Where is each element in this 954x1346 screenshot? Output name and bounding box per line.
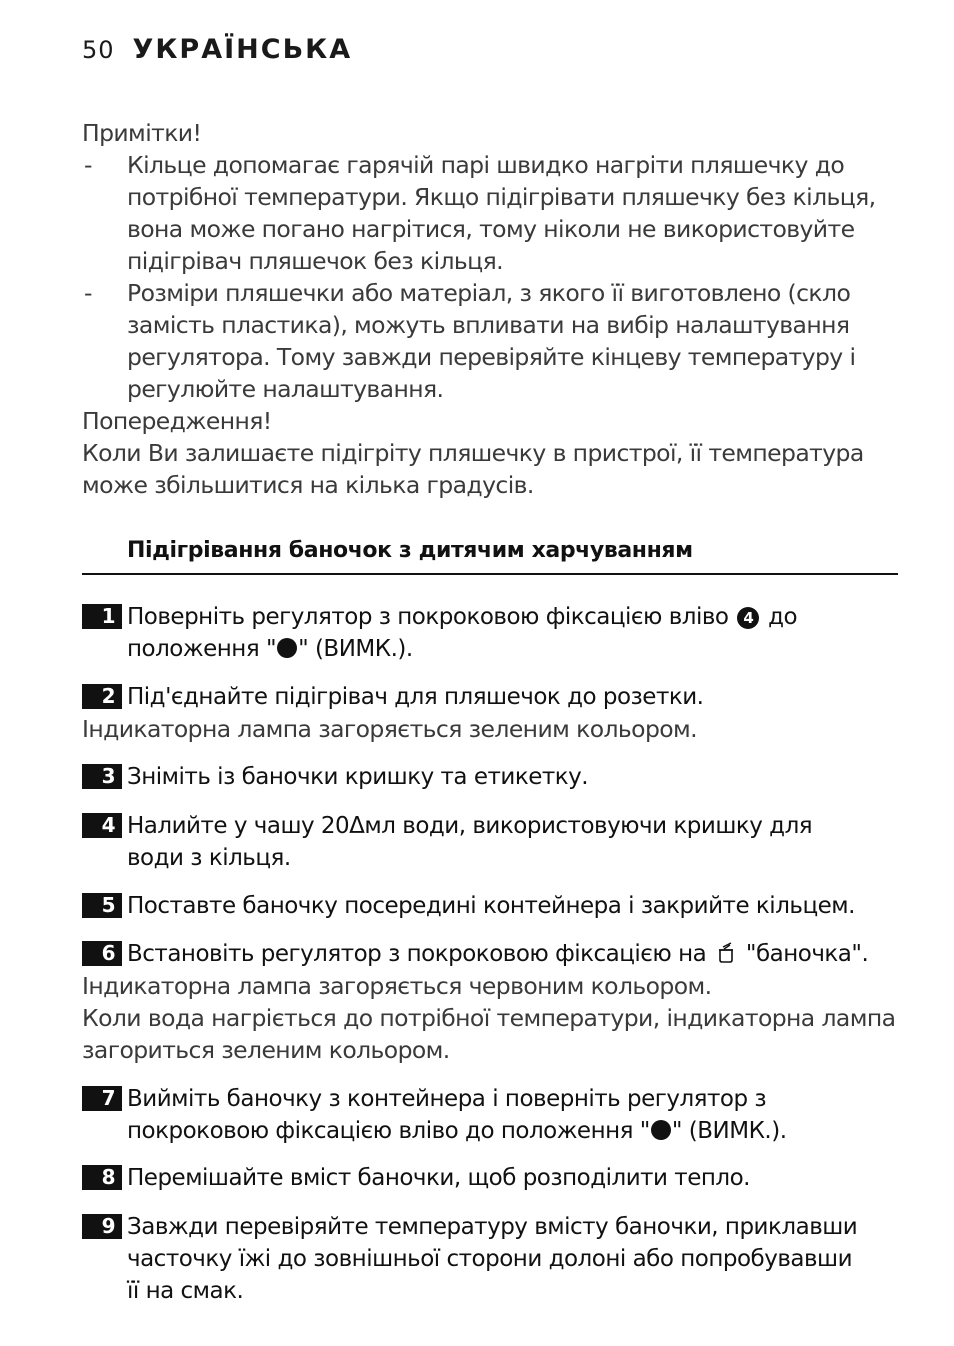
note-line: вона може погано нагрітися, тому ніколи не використовуйте — [127, 215, 855, 243]
step-number-badge: 8 — [82, 1165, 122, 1190]
step-text: " (ВИМК.). — [298, 636, 413, 662]
step-text: положення " — [127, 636, 277, 662]
section-divider — [82, 573, 898, 575]
step-text: Під'єднайте підігрівач для пляшечок до розетки. — [127, 684, 704, 710]
step-text: Зніміть із баночки кришку та етикетку. — [127, 764, 589, 790]
warning-line: може збільшитися на кілька градусів. — [82, 471, 534, 499]
notes-heading: Примітки! — [82, 119, 202, 147]
warning-heading: Попередження! — [82, 407, 272, 435]
off-position-dot-icon — [651, 1120, 671, 1140]
step-number-badge: 3 — [82, 764, 122, 789]
step-3 — [82, 761, 898, 793]
step-9 — [82, 1211, 898, 1307]
note-line: потрібної температури. Якщо підігрівати пляшечку без кільця, — [127, 183, 876, 211]
step-note: Коли вода нагріється до потрібної температури, індикаторна лампа — [82, 1004, 896, 1032]
note-line: Кільце допомагає гарячій парі швидко нагріти пляшечку до — [127, 151, 845, 179]
bullet-dash: - — [84, 279, 92, 307]
step-number-badge: 6 — [82, 941, 122, 966]
step-text: Налийте у чашу 20Δмл води, використовуючи кришку для — [127, 813, 813, 839]
note-item — [82, 277, 902, 405]
step-5 — [82, 890, 898, 922]
note-line: регулятора. Тому завжди перевіряйте кінцеву температуру і — [127, 343, 856, 371]
note-line: Розміри пляшечки або матеріал, з якого її виготовлено (скло — [127, 279, 851, 307]
step-text: "баночка". — [745, 941, 869, 967]
step-text: її на смак. — [127, 1278, 244, 1304]
step-4 — [82, 810, 898, 874]
step-number-badge: 2 — [82, 684, 122, 709]
step-number-badge: 4 — [82, 813, 122, 838]
bullet-dash: - — [84, 151, 92, 179]
notes-block — [82, 117, 902, 501]
note-line: регулюйте налаштування. — [127, 375, 444, 403]
step-number-badge: 9 — [82, 1214, 122, 1239]
step-7 — [82, 1083, 898, 1147]
step-text: Перемішайте вміст баночки, щоб розподілити тепло. — [127, 1165, 750, 1191]
step-text: Завжди перевіряйте температуру вмісту баночки, приклавши — [127, 1214, 858, 1240]
page-number: 50 — [82, 36, 115, 64]
note-item — [82, 149, 902, 277]
step-note: Індикаторна лампа загоряється зеленим кольором. — [82, 715, 698, 743]
off-position-dot-icon — [277, 638, 297, 658]
section-title: Підігрівання баночок з дитячим харчуванням — [127, 538, 693, 563]
step-text: до — [768, 604, 798, 630]
step-number-badge: 7 — [82, 1086, 122, 1111]
note-line: замість пластика), можуть впливати на вибір налаштування — [127, 311, 850, 339]
page-header — [82, 34, 352, 74]
step-text: покроковою фіксацією вліво до положення " — [127, 1118, 650, 1144]
language-heading: УКРАЇНСЬКА — [132, 34, 353, 65]
step-text: Поверніть регулятор з покроковою фіксацією вліво — [127, 604, 729, 630]
step-6 — [82, 938, 898, 1066]
step-1 — [82, 601, 898, 665]
step-2 — [82, 681, 898, 745]
step-number-badge: 5 — [82, 893, 122, 918]
step-text: Поставте баночку посередині контейнера і закрийте кільцем. — [127, 893, 855, 919]
note-line: підігрівач пляшечок без кільця. — [127, 247, 503, 275]
warning-line: Коли Ви залишаєте підігріту пляшечку в пристрої, її температура — [82, 439, 864, 467]
baby-food-jar-icon — [716, 941, 736, 963]
step-note: загориться зеленим кольором. — [82, 1036, 450, 1064]
step-8 — [82, 1162, 898, 1194]
step-note: Індикаторна лампа загоряється червоним кольором. — [82, 972, 712, 1000]
step-text: води з кільця. — [127, 845, 291, 871]
step-text: Вийміть баночку з контейнера і поверніть регулятор з — [127, 1086, 767, 1112]
dial-number-4-icon: 4 — [737, 607, 759, 629]
step-number-badge: 1 — [82, 604, 122, 629]
step-text: " (ВИМК.). — [671, 1118, 787, 1144]
step-text: Встановіть регулятор з покроковою фіксацією на — [127, 941, 707, 967]
step-text: часточку їжі до зовнішньої сторони долоні або попробувавши — [127, 1246, 853, 1272]
